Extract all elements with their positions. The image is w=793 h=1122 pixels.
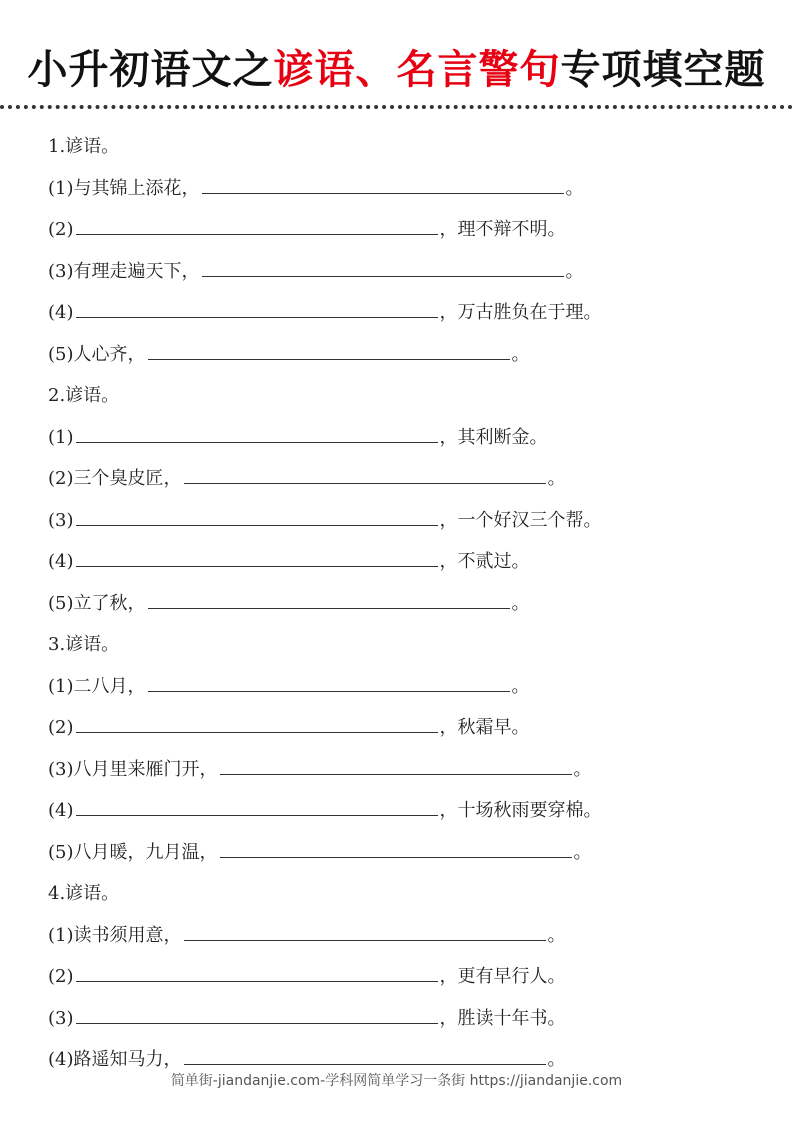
title-part-1: 小升初语文之 — [27, 47, 274, 93]
answer-blank[interactable] — [148, 590, 510, 609]
question-suffix: 。 — [547, 924, 566, 946]
answer-blank[interactable] — [148, 673, 510, 692]
answer-blank[interactable] — [184, 1046, 546, 1065]
question-item — [48, 832, 768, 874]
question-number: (5) — [48, 841, 74, 863]
question-item — [48, 168, 768, 210]
question-suffix: 。 — [573, 841, 592, 863]
question-suffix: 。 — [547, 468, 566, 489]
question-number: (5) — [48, 343, 74, 365]
question-item — [48, 915, 768, 957]
question-number: (1) — [48, 177, 74, 199]
question-item — [48, 251, 768, 293]
question-number: (4) — [48, 1049, 74, 1070]
question-number: (2) — [48, 468, 74, 489]
title-part-3: 专项填空题 — [560, 47, 766, 93]
question-suffix: ，胜读十年书。 — [439, 1007, 566, 1029]
title-divider — [0, 105, 793, 109]
question-suffix: ，一个好汉三个帮。 — [439, 509, 602, 531]
section-heading: 1.谚语。 — [48, 136, 120, 157]
question-number: (3) — [48, 509, 74, 531]
answer-blank[interactable] — [148, 341, 510, 360]
title-part-2: 谚语、名言警句 — [273, 47, 561, 93]
answer-blank[interactable] — [76, 424, 438, 443]
question-suffix: 。 — [511, 675, 530, 697]
question-number: (2) — [48, 966, 74, 987]
question-number: (1) — [48, 426, 74, 448]
question-prefix: 路遥知马力， — [73, 1049, 182, 1070]
footer-watermark: 简单街-jiandanjie.com-学科网简单学习一条街 https://jiandanjie.com — [170, 1073, 623, 1089]
question-suffix: ，秋霜早。 — [439, 717, 530, 738]
question-number: (2) — [48, 219, 74, 240]
question-suffix: 。 — [565, 177, 584, 199]
question-suffix: 。 — [511, 343, 530, 365]
question-item — [48, 707, 768, 749]
question-item — [48, 790, 768, 832]
question-item — [48, 749, 768, 791]
answer-blank[interactable] — [184, 922, 546, 941]
question-prefix: 人心齐， — [73, 343, 146, 365]
question-number: (5) — [48, 592, 74, 614]
question-number: (3) — [48, 758, 74, 780]
question-prefix: 八月暖，九月温， — [73, 841, 218, 863]
answer-blank[interactable] — [76, 299, 438, 318]
question-item — [48, 417, 768, 459]
question-item — [48, 956, 768, 998]
question-item — [48, 334, 768, 376]
question-suffix: ，其利断金。 — [439, 426, 548, 448]
question-number: (4) — [48, 800, 74, 821]
question-item — [48, 998, 768, 1040]
question-item — [48, 666, 768, 708]
answer-blank[interactable] — [76, 963, 438, 982]
question-number: (3) — [48, 260, 74, 282]
question-prefix: 有理走遍天下， — [73, 260, 200, 282]
question-item — [48, 458, 768, 500]
question-suffix: ，万古胜负在于理。 — [439, 302, 602, 323]
question-number: (1) — [48, 675, 74, 697]
question-number: (2) — [48, 717, 74, 738]
question-item — [48, 541, 768, 583]
question-prefix: 立了秋， — [73, 592, 146, 614]
question-prefix: 读书须用意， — [73, 924, 182, 946]
question-number: (4) — [48, 302, 74, 323]
question-prefix: 三个臭皮匠， — [73, 468, 182, 489]
question-prefix: 与其锦上添花， — [73, 177, 200, 199]
page-title — [0, 38, 793, 95]
question-suffix: ，十场秋雨要穿棉。 — [439, 800, 602, 821]
answer-blank[interactable] — [76, 1005, 438, 1024]
answer-blank[interactable] — [76, 548, 438, 567]
question-prefix: 二八月， — [73, 675, 146, 697]
question-suffix: ，不贰过。 — [439, 551, 530, 572]
answer-blank[interactable] — [202, 258, 564, 277]
question-item — [48, 292, 768, 334]
question-suffix: 。 — [547, 1049, 566, 1070]
question-suffix: 。 — [511, 592, 530, 614]
section-heading: 3.谚语。 — [48, 634, 120, 655]
section-heading: 2.谚语。 — [48, 385, 120, 406]
answer-blank[interactable] — [76, 797, 438, 816]
question-suffix: ，更有早行人。 — [439, 966, 566, 987]
question-item — [48, 583, 768, 625]
answer-blank[interactable] — [202, 175, 564, 194]
question-suffix: 。 — [573, 758, 592, 780]
question-number: (3) — [48, 1007, 74, 1029]
question-suffix: 。 — [565, 260, 584, 282]
answer-blank[interactable] — [76, 216, 438, 235]
question-item — [48, 209, 768, 251]
question-item — [48, 500, 768, 542]
section-heading: 4.谚语。 — [48, 883, 120, 904]
question-suffix: ，理不辩不明。 — [439, 219, 566, 240]
answer-blank[interactable] — [76, 714, 438, 733]
answer-blank[interactable] — [220, 839, 572, 858]
question-number: (1) — [48, 924, 74, 946]
question-prefix: 八月里来雁门开， — [73, 758, 218, 780]
answer-blank[interactable] — [184, 465, 546, 484]
answer-blank[interactable] — [220, 756, 572, 775]
worksheet-content — [48, 126, 768, 1081]
answer-blank[interactable] — [76, 507, 438, 526]
question-number: (4) — [48, 551, 74, 572]
